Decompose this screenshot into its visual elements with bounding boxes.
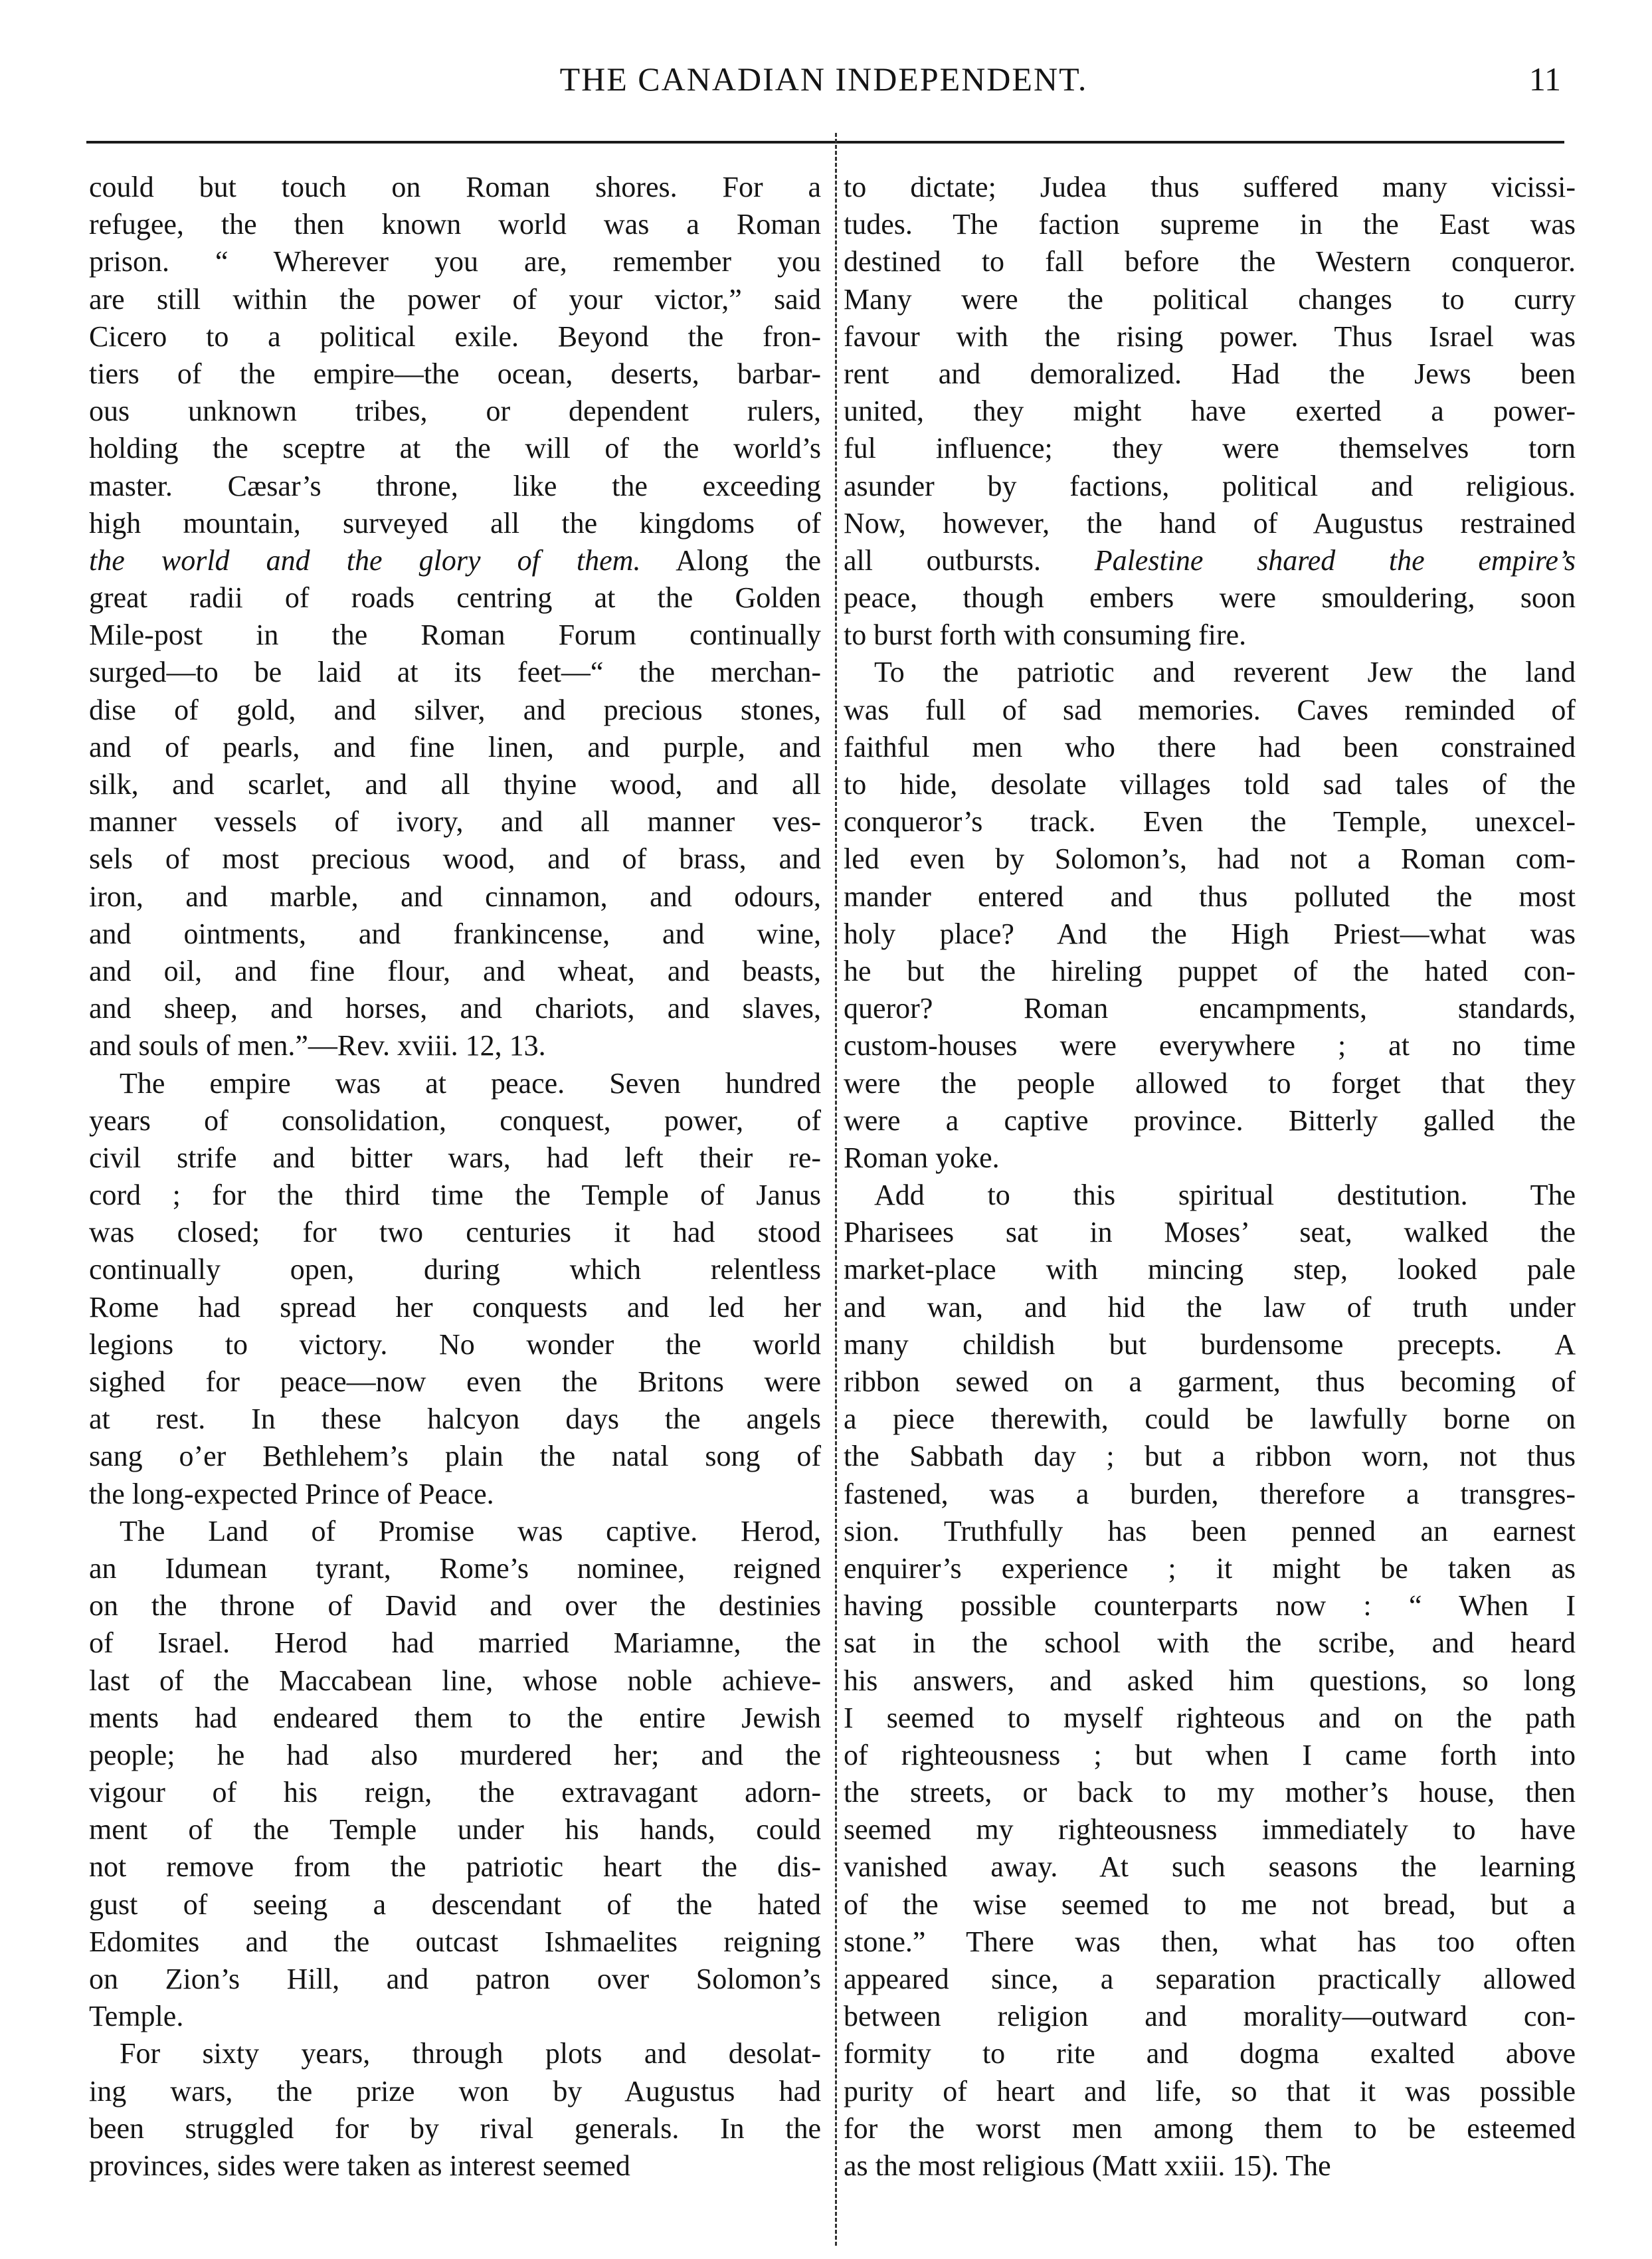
text-line: Edomites and the outcast Ishmaelites reigning <box>89 1925 821 1958</box>
right-column <box>844 169 1576 2185</box>
text-line: To the patriotic and reverent Jew the land <box>874 656 1576 689</box>
text-line: cord ; for the third time the Temple of Janus <box>89 1179 821 1212</box>
text-line: of Israel. Herod had married Mariamne, the <box>89 1626 821 1660</box>
text-line: civil strife and bitter wars, had left their re- <box>89 1141 821 1174</box>
text-line: were the people allowed to forget that they <box>844 1066 1576 1100</box>
text-line: sat in the school with the scribe, and heard <box>844 1626 1576 1660</box>
text-line: of the wise seemed to me not bread, but a <box>844 1888 1576 1921</box>
text-line: people; he had also murdered her; and the <box>89 1738 821 1771</box>
text-line: and of pearls, and fine linen, and purple, and <box>89 730 821 763</box>
text-line: conqueror’s track. Even the Temple, unexcel- <box>844 805 1576 838</box>
text-line: stone.” There was then, what has too often <box>844 1925 1576 1958</box>
text-line: was full of sad memories. Caves reminded of <box>844 693 1576 726</box>
text-line: on Zion’s Hill, and patron over Solomon’s <box>89 1963 821 1995</box>
text-line: Now, however, the hand of Augustus restrained <box>844 506 1576 540</box>
text-line: dise of gold, and silver, and precious stones, <box>89 693 821 726</box>
text-line: at rest. In these halcyon days the angels <box>89 1403 821 1436</box>
text-line: gust of seeing a descendant of the hated <box>89 1888 821 1921</box>
text-line: peace, though embers were smouldering, soon <box>844 581 1576 615</box>
text-line: ous unknown tribes, or dependent rulers, <box>89 395 821 428</box>
left-column <box>89 169 821 2185</box>
paragraph <box>844 654 1576 1177</box>
text-line: Add to this spiritual destitution. The <box>874 1179 1576 1212</box>
text-line: mander entered and thus polluted the most <box>844 880 1576 913</box>
text-line: an Idumean tyrant, Rome’s nominee, reigned <box>89 1551 821 1585</box>
text-line: are still within the power of your victor,” said <box>89 282 821 316</box>
text-line: favour with the rising power. Thus Israel was <box>844 320 1576 353</box>
text-line: many childish but burdensome precepts. A <box>844 1327 1576 1361</box>
italic-phrase: Palestine shared the empire’s <box>1094 543 1576 577</box>
text-line: The empire was at peace. Seven hundred <box>120 1066 821 1100</box>
paragraph <box>844 169 1576 654</box>
text-line: vigour of his reign, the extravagant adorn- <box>89 1776 821 1809</box>
text-line: a piece therewith, could be lawfully borne on <box>844 1403 1576 1436</box>
text-line: Rome had spread her conquests and led her <box>89 1290 821 1324</box>
text-line: holy place? And the High Priest—what was <box>844 917 1576 950</box>
text-line: master. Cæsar’s throne, like the exceeding <box>89 469 821 502</box>
text-line: for the worst men among them to be esteemed <box>844 2112 1576 2145</box>
text-line: his answers, and asked him questions, so long <box>844 1664 1576 1697</box>
text-line: were a captive province. Bitterly galled the <box>844 1104 1576 1137</box>
text-line: was closed; for two centuries it had stood <box>89 1216 821 1249</box>
text-line: ments had endeared them to the entire Jewish <box>89 1701 821 1734</box>
text-line: holding the sceptre at the will of the world’s <box>89 432 821 465</box>
page-header <box>86 60 1561 120</box>
text-line: he but the hireling puppet of the hated con- <box>844 954 1576 987</box>
text-line: ing wars, the prize won by Augustus had <box>89 2074 821 2108</box>
text-line: tudes. The faction supreme in the East was <box>844 208 1576 241</box>
text-line: ful influence; they were themselves torn <box>844 432 1576 465</box>
text-line: united, they might have exerted a power- <box>844 395 1576 428</box>
text-line: between religion and morality—outward con- <box>844 2000 1576 2033</box>
text-line: high mountain, surveyed all the kingdoms of <box>89 506 821 540</box>
text-line: and oil, and fine flour, and wheat, and beasts, <box>89 954 821 987</box>
text-line: great radii of roads centring at the Golden <box>89 581 821 615</box>
page-number: 11 <box>1528 60 1561 98</box>
text-line: Many were the political changes to curry <box>844 282 1576 316</box>
text-line: The Land of Promise was captive. Herod, <box>120 1514 821 1547</box>
text-line: faithful men who there had been constrained <box>844 730 1576 763</box>
text-line: to hide, desolate villages told sad tales of the <box>844 768 1576 801</box>
text-line: on the throne of David and over the destinies <box>89 1589 821 1622</box>
text-line: iron, and marble, and cinnamon, and odours, <box>89 880 821 913</box>
text-line: and souls of men.”—Rev. xviii. 12, 13. <box>89 1029 546 1062</box>
text-line: fastened, was a burden, therefore a transgres- <box>844 1477 1576 1510</box>
text-line: been struggled for by rival generals. In the <box>89 2112 821 2145</box>
text-line: Roman yoke. <box>844 1141 1000 1174</box>
text-line: vanished away. At such seasons the learning <box>844 1850 1576 1884</box>
text-line: enquirer’s experience ; it might be taken as <box>844 1551 1576 1585</box>
text-line: For sixty years, through plots and desolat- <box>120 2037 821 2070</box>
text-line: queror? Roman encampments, standards, <box>844 992 1576 1025</box>
text-line: sighed for peace—now even the Britons were <box>89 1365 821 1398</box>
text-line: purity of heart and life, so that it was possible <box>844 2074 1576 2108</box>
text-line: provinces, sides were taken as interest seemed <box>89 2149 630 2182</box>
text-line: having possible counterparts now : “ When I <box>844 1589 1576 1622</box>
text-line: sang o’er Bethlehem’s plain the natal song of <box>89 1440 821 1473</box>
text-line: market-place with mincing step, looked pale <box>844 1253 1576 1286</box>
text-line: rent and demoralized. Had the Jews been <box>844 357 1576 390</box>
paragraph <box>89 1513 821 2036</box>
text-line: legions to victory. No wonder the world <box>89 1327 821 1361</box>
text-line: the Sabbath day ; but a ribbon worn, not thus <box>844 1440 1576 1473</box>
text-line: to dictate; Judea thus suffered many vicissi- <box>844 171 1576 203</box>
text-line: could but touch on Roman shores. For a <box>89 171 821 203</box>
italic-phrase: the world and the glory of them. <box>89 543 641 577</box>
text-line: seemed my righteousness immediately to have <box>844 1813 1576 1846</box>
text-line: Temple. <box>89 2000 184 2033</box>
text-line: the long-expected Prince of Peace. <box>89 1477 494 1510</box>
text-line: last of the Maccabean line, whose noble achieve- <box>89 1664 821 1697</box>
text-line: formity to rite and dogma exalted above <box>844 2037 1576 2070</box>
text-line: the world and the glory of them. Along the <box>89 543 822 577</box>
text-line: years of consolidation, conquest, power, of <box>89 1104 821 1137</box>
text-line: to burst forth with consuming fire. <box>844 619 1247 652</box>
text-line: ribbon sewed on a garment, thus becoming of <box>844 1365 1576 1398</box>
paragraph <box>89 1065 821 1513</box>
text-line: of righteousness ; but when I came forth into <box>844 1738 1576 1771</box>
text-line: and wan, and hid the law of truth under <box>844 1290 1576 1324</box>
text-line: sels of most precious wood, and of brass, and <box>89 842 821 876</box>
journal-title: THE CANADIAN INDEPENDENT. <box>559 60 1088 98</box>
paragraph <box>89 2035 821 2185</box>
text-line: appeared since, a separation practically allowed <box>844 1963 1576 1995</box>
text-line: as the most religious (Matt xxiii. 15). The <box>844 2149 1331 2182</box>
text-line: I seemed to myself righteous and on the path <box>844 1701 1576 1734</box>
text-line: continually open, during which relentless <box>89 1253 821 1286</box>
text-line: all outbursts. Palestine shared the empire’s <box>844 543 1576 577</box>
text-line: ment of the Temple under his hands, could <box>89 1813 821 1846</box>
text-line: tiers of the empire—the ocean, deserts, barbar- <box>89 357 821 390</box>
paragraph <box>89 169 821 1065</box>
text-line: Cicero to a political exile. Beyond the fron- <box>89 320 821 353</box>
text-line: asunder by factions, political and religious. <box>844 469 1576 502</box>
text-line: and ointments, and frankincense, and wine, <box>89 917 821 950</box>
text-line: destined to fall before the Western conqueror. <box>844 245 1576 278</box>
paragraph <box>844 1177 1576 2185</box>
text-line: Mile-post in the Roman Forum continually <box>89 619 821 652</box>
column-divider <box>835 133 837 2246</box>
text-line: prison. “ Wherever you are, remember you <box>89 245 821 278</box>
text-line: led even by Solomon’s, had not a Roman com- <box>844 842 1576 876</box>
text-line: not remove from the patriotic heart the dis- <box>89 1850 821 1884</box>
text-line: refugee, the then known world was a Roman <box>89 208 821 241</box>
text-line: manner vessels of ivory, and all manner ves- <box>89 805 821 838</box>
header-rule <box>86 141 1564 144</box>
text-line: silk, and scarlet, and all thyine wood, and all <box>89 768 821 801</box>
text-line: Pharisees sat in Moses’ seat, walked the <box>844 1216 1576 1249</box>
text-line: custom-houses were everywhere ; at no time <box>844 1029 1576 1062</box>
text-line: sion. Truthfully has been penned an earnest <box>844 1514 1576 1547</box>
text-line: the streets, or back to my mother’s house, then <box>844 1776 1576 1809</box>
text-line: surged—to be laid at its feet—“ the merchan- <box>89 656 821 689</box>
text-line: and sheep, and horses, and chariots, and slaves, <box>89 992 821 1025</box>
